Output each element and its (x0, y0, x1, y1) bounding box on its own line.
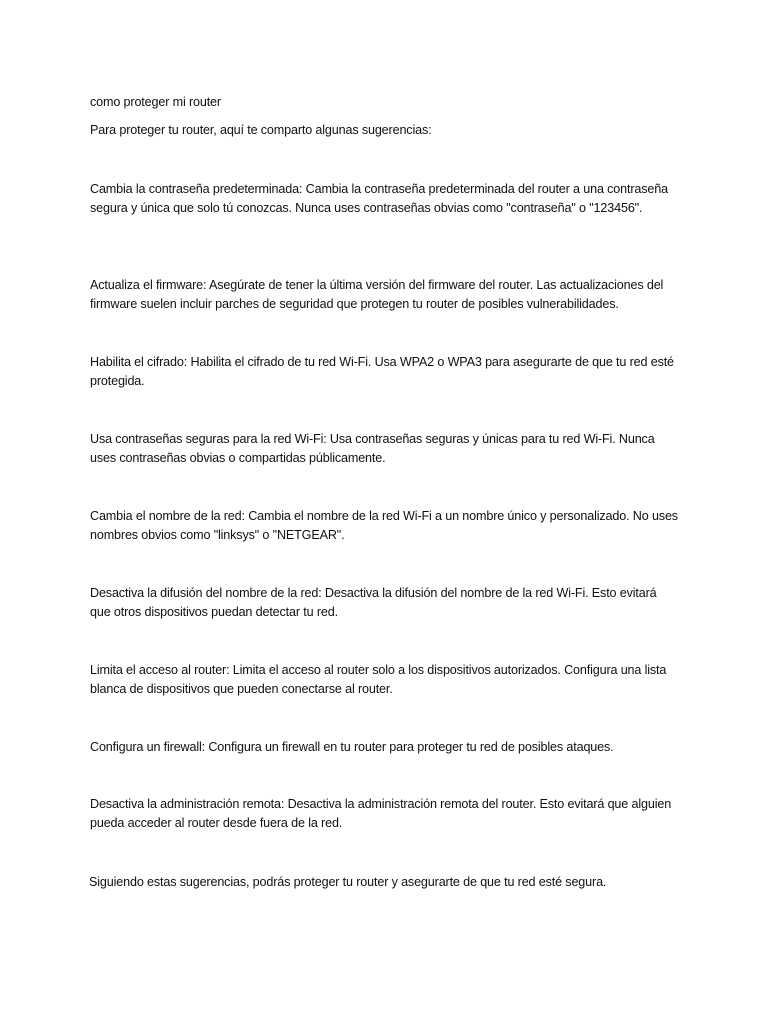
closing-paragraph: Siguiendo estas sugerencias, podrás proteger tu router y asegurarte de que tu red esté segura. (89, 875, 607, 889)
tip-paragraph-disable-remote-admin: Desactiva la administración remota: Desactiva la administración remota del router. Esto evitará que alguien pueda acceder al router desde fuera de la red. (90, 797, 672, 830)
tip-paragraph-network-name: Cambia el nombre de la red: Cambia el nombre de la red Wi-Fi a un nombre único y personalizado. No uses nombres obvios como "linksys" o "NETGEAR". (90, 509, 678, 542)
document-title: como proteger mi router (90, 95, 221, 109)
tip-paragraph-firewall: Configura un firewall: Configura un firewall en tu router para proteger tu red de posibles ataques. (90, 740, 614, 754)
intro-paragraph: Para proteger tu router, aquí te comparto algunas sugerencias: (90, 123, 432, 137)
tip-paragraph-update-firmware: Actualiza el firmware: Asegúrate de tener la última versión del firmware del router. Las actualizaciones del firmware suelen incluir parches de seguridad que protegen tu router de posibles vulnerabilidades. (90, 278, 664, 311)
tip-paragraph-wifi-passwords: Usa contraseñas seguras para la red Wi-Fi: Usa contraseñas seguras y únicas para tu red Wi-Fi. Nunca uses contraseñas obvias o compartidas públicamente. (90, 432, 655, 465)
tip-paragraph-change-password: Cambia la contraseña predeterminada: Cambia la contraseña predeterminada del router a una contraseña segura y única que solo tú conozcas. Nunca uses contraseñas obvias como "contraseña" o "123456". (90, 182, 668, 215)
tip-paragraph-limit-access: Limita el acceso al router: Limita el acceso al router solo a los dispositivos autorizados. Configura una lista blanca de dispositivos que pueden conectarse al router. (90, 663, 667, 696)
tip-paragraph-disable-ssid-broadcast: Desactiva la difusión del nombre de la red: Desactiva la difusión del nombre de la red Wi-Fi. Esto evitará que otros dispositivos puedan detectar tu red. (90, 586, 657, 619)
tip-paragraph-enable-encryption: Habilita el cifrado: Habilita el cifrado de tu red Wi-Fi. Usa WPA2 o WPA3 para asegurarte de que tu red esté protegida. (90, 355, 674, 388)
